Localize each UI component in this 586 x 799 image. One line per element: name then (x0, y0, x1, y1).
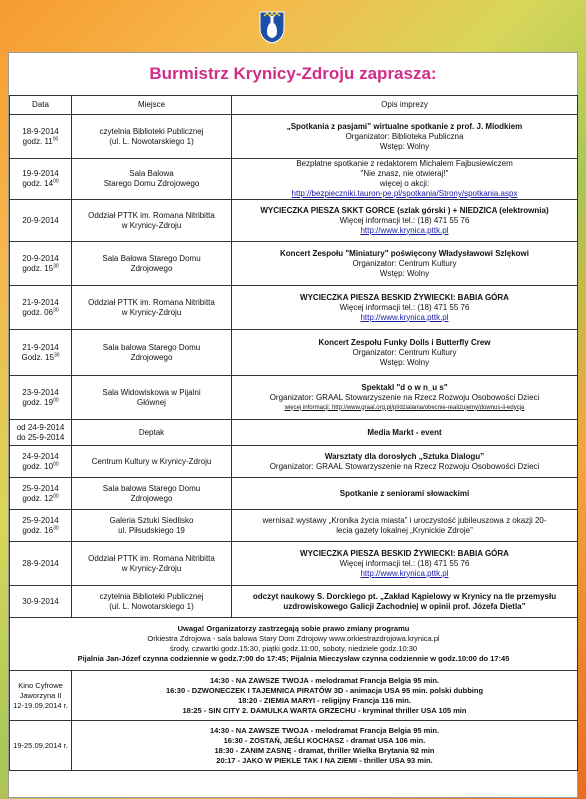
header-description: Opis imprezy (232, 96, 578, 115)
event-place-line: Oddział PTTK im. Romana Nitribitta (88, 553, 215, 563)
event-date: 19-9-2014 (22, 169, 59, 178)
event-link[interactable]: http://www.krynica.pttk.pl (360, 312, 449, 322)
event-description-line: Spotkanie z seniorami słowackimi (339, 488, 470, 498)
cinema-body (10, 671, 578, 771)
event-date: 28-9-2014 (22, 558, 59, 568)
table-row (10, 478, 578, 510)
event-date-cell (10, 242, 72, 286)
cinema-label-cell (10, 721, 72, 771)
event-description-line: Wstęp: Wolny (379, 141, 430, 151)
event-date-cell (10, 446, 72, 478)
event-description-line (234, 189, 575, 199)
event-place-line: Głównej (137, 397, 166, 407)
cinema-label-line: 12-19.09.2014 r. (13, 700, 68, 710)
notes-cell (10, 618, 578, 671)
table-row (10, 420, 578, 446)
cinema-films-cell (72, 671, 578, 721)
event-description-line: Koncert Zespołu Funky Dolls i Butterfly Crew (318, 337, 491, 347)
event-place-line: Oddział PTTK im. Romana Nitribitta (88, 297, 215, 307)
event-description-line (234, 313, 575, 323)
event-description-line: lecia gazety lokalnej „Krynickie Zdroje” (336, 525, 473, 535)
event-time-minutes: 00 (53, 492, 59, 499)
event-place-cell (72, 542, 232, 586)
event-time: godz. $15^{30}$ (22, 262, 59, 273)
event-place-cell (72, 115, 232, 159)
cinema-label-line: 19-25.09.2014 r. (13, 740, 68, 750)
event-description-line: Bezpłatne spotkanie z redaktorem Michałem Fajbusiewiczem (296, 159, 513, 168)
event-place-line: Sala balowa Starego Domu (102, 483, 201, 493)
event-description-line: wernisaż wystawy „Kronika życia miasta” i uroczystość jubileuszowa z okazji 20- (262, 515, 547, 525)
note-line: Orkiestra Zdrojowa - sala balowa Stary Dom Zdrojowy www.orkiestrazdrojowa.krynica.pl (147, 634, 440, 643)
event-description-cell (232, 376, 578, 420)
cinema-label-line: Kino Cyfrowe (18, 680, 63, 690)
event-description-line: WYCIECZKA PIESZA BESKID ŻYWIECKI: BABIA GÓRA (300, 292, 509, 302)
table-row (10, 159, 578, 200)
event-description-cell (232, 542, 578, 586)
event-date: 23-9-2014 (22, 387, 59, 397)
event-date: 21-9-2014 (22, 297, 59, 307)
event-description-line: Organizator: Centrum Kultury (352, 347, 457, 357)
event-date-cell (10, 330, 72, 376)
event-place-cell (72, 330, 232, 376)
event-description-line: "Nie znasz, nie otwieraj!" (360, 169, 449, 178)
event-link[interactable]: http://www.krynica.pttk.pl (360, 225, 449, 235)
event-place-cell (72, 586, 232, 618)
event-description-cell (232, 510, 578, 542)
event-description-line: Warsztaty dla dorosłych „Sztuka Dialogu” (324, 451, 485, 461)
note-line: Uwaga! Organizatorzy zastrzegają sobie prawo zmiany programu (177, 624, 410, 633)
event-place-line: Deptak (138, 427, 165, 437)
event-description-line: Organizator: Biblioteka Publiczna (345, 131, 464, 141)
table-row (10, 586, 578, 618)
event-description-cell (232, 420, 578, 446)
event-date: 20-9-2014 (22, 253, 59, 263)
event-description-cell (232, 586, 578, 618)
event-time: godz. $16^{30}$ (22, 524, 59, 535)
event-time-minutes: 30 (53, 262, 59, 269)
note-line: środy, czwartki godz.15:30, piątki godz.11:00, soboty, niedziele godz.10:30 (169, 644, 418, 653)
table-row (10, 242, 578, 286)
event-place-line: w Krynicy-Zdroju (121, 563, 182, 573)
event-time: godz. $12^{00}$ (22, 492, 59, 503)
event-date: 25-9-2014 (22, 515, 59, 525)
event-place-line: czytelnia Biblioteki Publicznej (99, 126, 204, 136)
event-description-line: Wstęp: Wolny (379, 268, 430, 278)
event-description-cell (232, 115, 578, 159)
cinema-row (10, 721, 578, 771)
event-date: 25-9-2014 (22, 483, 59, 493)
events-body (10, 115, 578, 618)
event-place-cell (72, 376, 232, 420)
event-place-cell (72, 200, 232, 242)
event-place-cell (72, 286, 232, 330)
film-line: 20:17 - JAKO W PIEKLE TAK I NA ZIEMI - thriller USA 93 min. (216, 755, 433, 765)
event-time-minutes: 00 (52, 135, 59, 142)
event-description-cell (232, 286, 578, 330)
event-description-line: uzdrowiskowego Galicji Zachodniej w opinii prof. Józefa Dietla” (283, 601, 526, 611)
event-description-line: więcej o akcji: (379, 179, 430, 188)
film-line: 16:30 - ZOSTAŃ, JEŚLI KOCHASZ - dramat USA 106 min. (223, 735, 426, 745)
town-crest-logo (258, 10, 286, 44)
event-time-minutes: 30 (53, 351, 60, 358)
event-place-line: Zdrojowego (130, 352, 173, 362)
event-description-line (234, 226, 575, 236)
event-date: 30-9-2014 (22, 596, 59, 606)
table-row (10, 376, 578, 420)
event-description-cell (232, 242, 578, 286)
event-description-cell (232, 330, 578, 376)
event-description-line: Więcej informacji tel.: (18) 471 55 76 (339, 215, 470, 225)
events-panel (8, 52, 578, 798)
event-place-line: Sala Balowa (129, 169, 174, 178)
event-date-cell (10, 200, 72, 242)
event-date: 21-9-2014 (22, 342, 59, 352)
event-place-line: w Krynicy-Zdroju (121, 307, 182, 317)
cinema-films-cell (72, 721, 578, 771)
event-date-cell (10, 586, 72, 618)
event-place-cell (72, 478, 232, 510)
film-line: 14:30 - NA ZAWSZE TWOJA - melodramat Francja Belgia 95 min. (209, 675, 440, 685)
event-place-line: Galeria Sztuki Siedlisko (109, 515, 194, 525)
event-time: godz. $19^{00}$ (22, 396, 59, 407)
event-date-cell (10, 376, 72, 420)
event-description-line: Organizator: GRAAL Stowarzyszenie na Rzecz Rozwoju Osobowości Dzieci (269, 392, 540, 402)
event-place-line: Zdrojowego (130, 493, 173, 503)
event-place-cell (72, 159, 232, 200)
event-place-line: czytelnia Biblioteki Publicznej (99, 591, 204, 601)
event-description-line: Koncert Zespołu "Miniatury" poświęcony Władysławowi Szlękowi (280, 248, 529, 258)
event-place-line: Zdrojowego (130, 263, 173, 273)
event-description-line: Media Markt - event (367, 427, 442, 437)
event-date-cell (10, 510, 72, 542)
table-row (10, 286, 578, 330)
event-description-line: Więcej informacji tel.: (18) 471 55 76 (339, 558, 470, 568)
event-place-cell (72, 510, 232, 542)
header-place: Miejsce (72, 96, 232, 115)
event-time-minutes: 00 (53, 460, 59, 467)
event-place-cell (72, 420, 232, 446)
film-line: 18:25 - SIN CITY 2. DAMULKA WARTA GRZECHU - kryminał thriller USA 105 min (182, 705, 467, 715)
event-place-line: Starego Domu Zdrojowego (103, 179, 200, 188)
event-time-minutes: 30 (53, 306, 59, 313)
event-description-line: „Spotkania z pasjami” wirtualne spotkanie z prof. J. Miodkiem (286, 121, 523, 131)
event-place-line: Sala balowa Starego Domu (102, 342, 201, 352)
event-description-line: WYCIECZKA PIESZA BESKID ŻYWIECKI: BABIA GÓRA (300, 548, 509, 558)
event-description-line: Więcej informacji tel.: (18) 471 55 76 (339, 302, 470, 312)
event-description-cell (232, 200, 578, 242)
events-table (9, 95, 578, 771)
film-line: 14:30 - NA ZAWSZE TWOJA - melodramat Francja Belgia 95 min. (209, 725, 440, 735)
event-time-minutes: 00 (53, 396, 59, 403)
event-place-line: (ul. L. Nowotarskiego 1) (109, 601, 194, 611)
event-date-cell (10, 542, 72, 586)
film-line: 16:30 - DZWONECZEK I TAJEMNICA PIRATÓW 3D - animacja USA 95 min. polski dubbing (165, 685, 484, 695)
event-date: 24-9-2014 (22, 451, 59, 461)
event-description-line: Organizator: GRAAL Stowarzyszenie na Rzecz Rozwoju Osobowości Dzieci (269, 461, 540, 471)
event-description-line: więcej informacji: http://www.graal.org.pl/pl/dzialania/obecnie-realizujemy/downus-ii-edycja (284, 404, 525, 411)
header-date: Data (10, 96, 72, 115)
event-place-cell (72, 242, 232, 286)
cinema-row (10, 671, 578, 721)
event-place-line: Centrum Kultury w Krynicy-Zdroju (91, 456, 212, 466)
event-description-line: Spektakl "d o w n_u s" (361, 382, 448, 392)
film-line: 18:20 - ZIEMIA MARYI - religijny Francja 116 min. (238, 695, 411, 705)
table-row (10, 115, 578, 159)
event-date: 20-9-2014 (22, 215, 59, 225)
event-place-line: Sala Balowa Starego Domu (102, 253, 201, 263)
event-date: 18-9-2014 (22, 126, 59, 136)
event-place-line: Sala Widowiskowa w Pijalni (102, 387, 201, 397)
event-description-cell (232, 478, 578, 510)
event-place-line: (ul. L. Nowotarskiego 1) (109, 136, 194, 146)
event-description-line: WYCIECZKA PIESZA SKKT GORCE (szlak górski ) + NIEDZICA (elektrownia) (260, 205, 549, 215)
event-date-cell (10, 115, 72, 159)
event-link[interactable]: http://www.krynica.pttk.pl (360, 568, 449, 578)
page-title: Burmistrz Krynicy-Zdroju zaprasza: (149, 64, 437, 83)
event-time-minutes: 30 (53, 524, 59, 531)
event-date-cell (10, 159, 72, 200)
event-time: do 25-9-2014 (16, 432, 65, 442)
event-time-minutes: 00 (53, 178, 59, 185)
event-description-cell (232, 159, 578, 200)
cinema-label-line: Jaworzyna II (19, 690, 62, 700)
event-description-line: odczyt naukowy S. Dorckiego pt. „Zakład Kąpielowy w Krynicy na tle przemysłu (252, 591, 557, 601)
cinema-label-cell (10, 671, 72, 721)
table-row (10, 542, 578, 586)
table-row (10, 510, 578, 542)
notes-row (10, 618, 578, 671)
note-line: Pijalnia Jan-Józef czynna codziennie w godz.7:00 do 17:45; Pijalnia Mieczysław czynna codziennie w godz.10:00 do 17:45 (77, 654, 510, 663)
event-date-cell (10, 420, 72, 446)
event-place-line: Oddział PTTK im. Romana Nitribitta (88, 210, 215, 220)
event-date: od 24-9-2014 (16, 422, 65, 432)
event-date-cell (10, 478, 72, 510)
event-place-cell (72, 446, 232, 478)
event-link[interactable]: http://bezpieczniki.tauron-pe.pl/spotkania/Strony/spotkania.aspx (291, 189, 518, 198)
table-header-row (10, 96, 578, 115)
event-description-line: Wstęp: Wolny (379, 357, 430, 367)
event-description-cell (232, 446, 578, 478)
event-place-line: w Krynicy-Zdroju (121, 220, 182, 230)
table-row (10, 200, 578, 242)
event-time: godz. $10^{00}$ (22, 460, 59, 471)
event-time: godz. $11^{00}$ (22, 135, 59, 146)
event-time: Godz. $15^{30}$ (21, 351, 60, 362)
event-place-line: ul. Piłsudskiego 19 (118, 525, 185, 535)
event-description-line (234, 569, 575, 579)
event-date-cell (10, 286, 72, 330)
table-row (10, 330, 578, 376)
film-line: 18:30 - ZANIM ZASNĘ - dramat, thriller Wielka Brytania 92 min (214, 745, 435, 755)
event-time: godz. $06^{30}$ (22, 306, 59, 317)
table-row (10, 446, 578, 478)
event-time: godz. $14^{00}$ (22, 178, 59, 188)
event-description-line: Organizator: Centrum Kultury (352, 258, 457, 268)
